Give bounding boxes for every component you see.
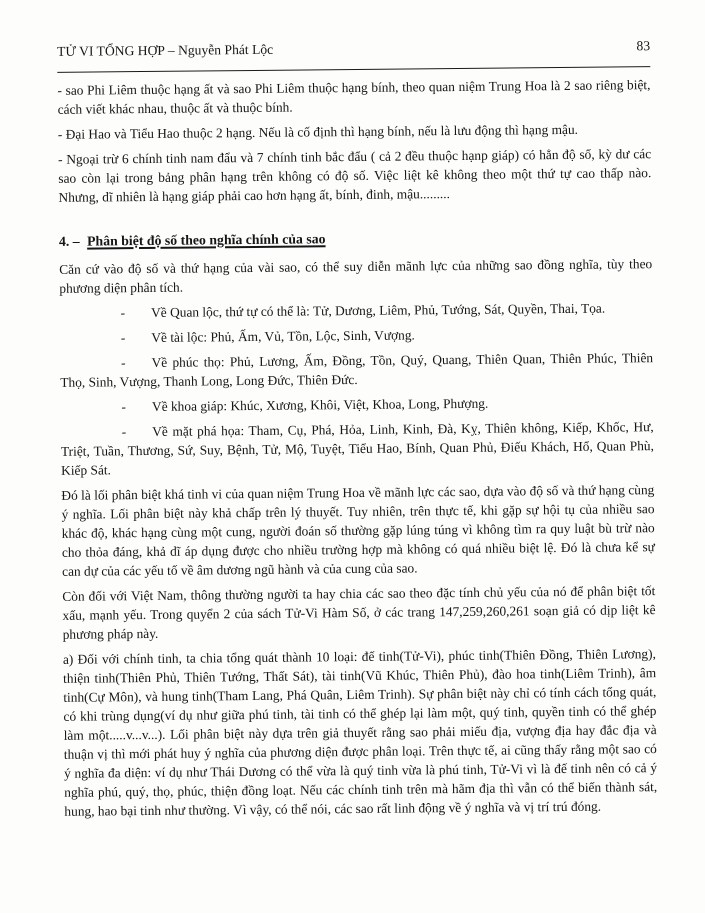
paragraph-phi-liem: - sao Phi Liêm thuộc hạng ất và sao Phi Liêm thuộc hạng bính, theo quan niệm Trung Hoa là 2 sao riêng biệt, cách viết khác nhau, thuộc ất và thuộc bính.	[57, 77, 651, 117]
list-item-pha-hoa	[61, 417, 655, 480]
section-number: 4. –	[58, 233, 80, 249]
list-item-text: Về Quan lộc, thứ tự có thể là: Tử, Dương, Liêm, Phủ, Tướng, Sát, Quyền, Thai, Tọa.	[151, 300, 606, 320]
list-item-text: Về tài lộc: Phủ, Ấm, Vủ, Tồn, Lộc, Sinh, Vượng.	[151, 327, 415, 345]
section-title: Phân biệt độ số theo nghĩa chính của sao	[87, 231, 326, 249]
list-item-text: Về khoa giáp: Khúc, Xương, Khôi, Việt, Khoa, Long, Phượng.	[151, 395, 489, 414]
list-item-quan-loc	[60, 298, 653, 323]
list-dash: -	[121, 424, 127, 440]
book-title: TỬ VI TỔNG HỢP – Nguyễn Phát Lộc	[57, 41, 274, 59]
list-item-tai-loc	[60, 323, 653, 348]
list-item-phuc-tho	[60, 348, 653, 392]
page-number: 83	[636, 38, 651, 54]
header-divider	[57, 66, 650, 73]
section-heading	[59, 226, 652, 251]
paragraph-con-doi: Còn đối với Việt Nam, thông thường người ta hay chia các sao theo đặc tính chủ yếu của nó để phân biệt tốt xấu, mạnh yếu. Trong quyển 2 của sách Tử-Vi Hàm Số, ở các trang 147,259,260,261 soạn giả có dịp liệt kê phương pháp này.	[62, 583, 656, 642]
page-content	[57, 37, 657, 821]
list-dash: -	[120, 330, 126, 346]
page-header	[57, 37, 650, 60]
paragraph-a: a) Đối với chính tinh, ta chia tổng quát thành 10 loại: đế tinh(Tử-Vi), phúc tinh(Thiên Đồng, Thiên Lương), thiện tinh(Thiên Phủ, Thiên Tướng, Thất Sát), tài tinh(Vũ Khúc, Thiên Phủ), đào hoa tinh(Liêm Trinh), âm tinh(Cự Môn), và hung tinh(Tham Lang, Phá Quân, Liêm Trinh). Sự phân biệt này chỉ có tính cách tổng quát, có khi trùng dụng(ví dụ như giữa phú tinh, tài tinh có thể ghép lại làm một, quý tinh, quyền tinh có thể ghép làm một.....v...v...). Lối phân biệt này dựa trên giả thuyết rằng sao phải miếu địa, vượng địa hay đắc địa và thuận vị thì mới phát huy ý nghĩa của phương diện được phân loại. Trên thực tế, ai cũng thấy rằng một sao có ý nghĩa đa diện: ví dụ như Thái Dương có thể vừa là quý tinh vừa là phú tinh, Tử-Vi vì là đế tinh nên có cả ý nghĩa phú, quý, thọ, phúc, thiện đồng loạt. Nếu các chính tinh trên mà hãm địa thì vẫn có thể biến thành sát, hung, hao bại tinh như thường. Vì vậy, có thể nói, các sao rất linh động về ý nghĩa và vị trí trú đóng.	[62, 646, 658, 819]
list-dash: -	[121, 355, 126, 371]
paragraph-dai-hao: - Đại Hao và Tiểu Hao thuộc 2 hạng. Nếu là cố định thì hạng bính, nếu là lưu động thì hạng mậu.	[57, 121, 579, 142]
paragraph-do-la: Đó là lối phân biệt khá tinh vi của quan niệm Trung Hoa về mãnh lực các sao, dựa vào độ số và thứ hạng cùng ý nghĩa. Lối phân biệt này khả chấp trên lý thuyết. Tuy nhiên, trên thực tế, khi gặp sự hội tụ của nhiều sao khác độ, khác hạng cùng một cung, người đoán số thường gặp lúng túng vì không tìm ra quy luật bù trừ nào cho thỏa đáng, khả dĩ áp dụng được cho nhiều trường hợp mà không có quá nhiều biệt lệ. Đó là chưa kể sự can dự của các yếu tố về âm dương ngũ hành và của cung của sao.	[61, 482, 655, 579]
list-item-text: Về phúc thọ: Phủ, Lương, Ấm, Đồng, Tồn, Quý, Quang, Thiên Quan, Thiên Phúc, Thiên Thọ, Sinh, Vượng, Thanh Long, Long Đức, Thiên Đức.	[60, 350, 654, 390]
list-dash: -	[121, 399, 127, 415]
paragraph-can-cu: Căn cứ vào độ số và thứ hạng của vài sao, có thể suy diễn mãnh lực của những sao đồng nghĩa, tùy theo phương diện phân tích.	[59, 256, 653, 296]
list-dash: -	[120, 305, 126, 321]
list-item-text: Về mặt phá họa: Tham, Cụ, Phá, Hỏa, Linh, Kinh, Đà, Kỵ, Thiên không, Kiếp, Khốc, Hư, Triệt, Tuần, Thương, Sứ, Suy, Bệnh, Tử, Mộ, Tuyệt, Tiểu Hao, Bính, Quan Phủ, Điếu Khách, Hổ, Quan Phù, Kiếp Sát.	[60, 419, 654, 478]
paragraph-ngoai-tru: - Ngoại trừ 6 chính tinh nam đẩu và 7 chính tinh bắc đẩu ( cả 2 đều thuộc hạnp giáp) có hẳn độ số, kỳ dư các sao còn lại trong bảng phân hạng trên không có độ số. Việc liệt kê không theo một thứ tự cao thấp nào. Nhưng, dĩ nhiên là hạng giáp phải cao hơn hạng ất, bính, đinh, mậu.........	[58, 146, 652, 205]
list-item-khoa-giap	[60, 392, 653, 417]
